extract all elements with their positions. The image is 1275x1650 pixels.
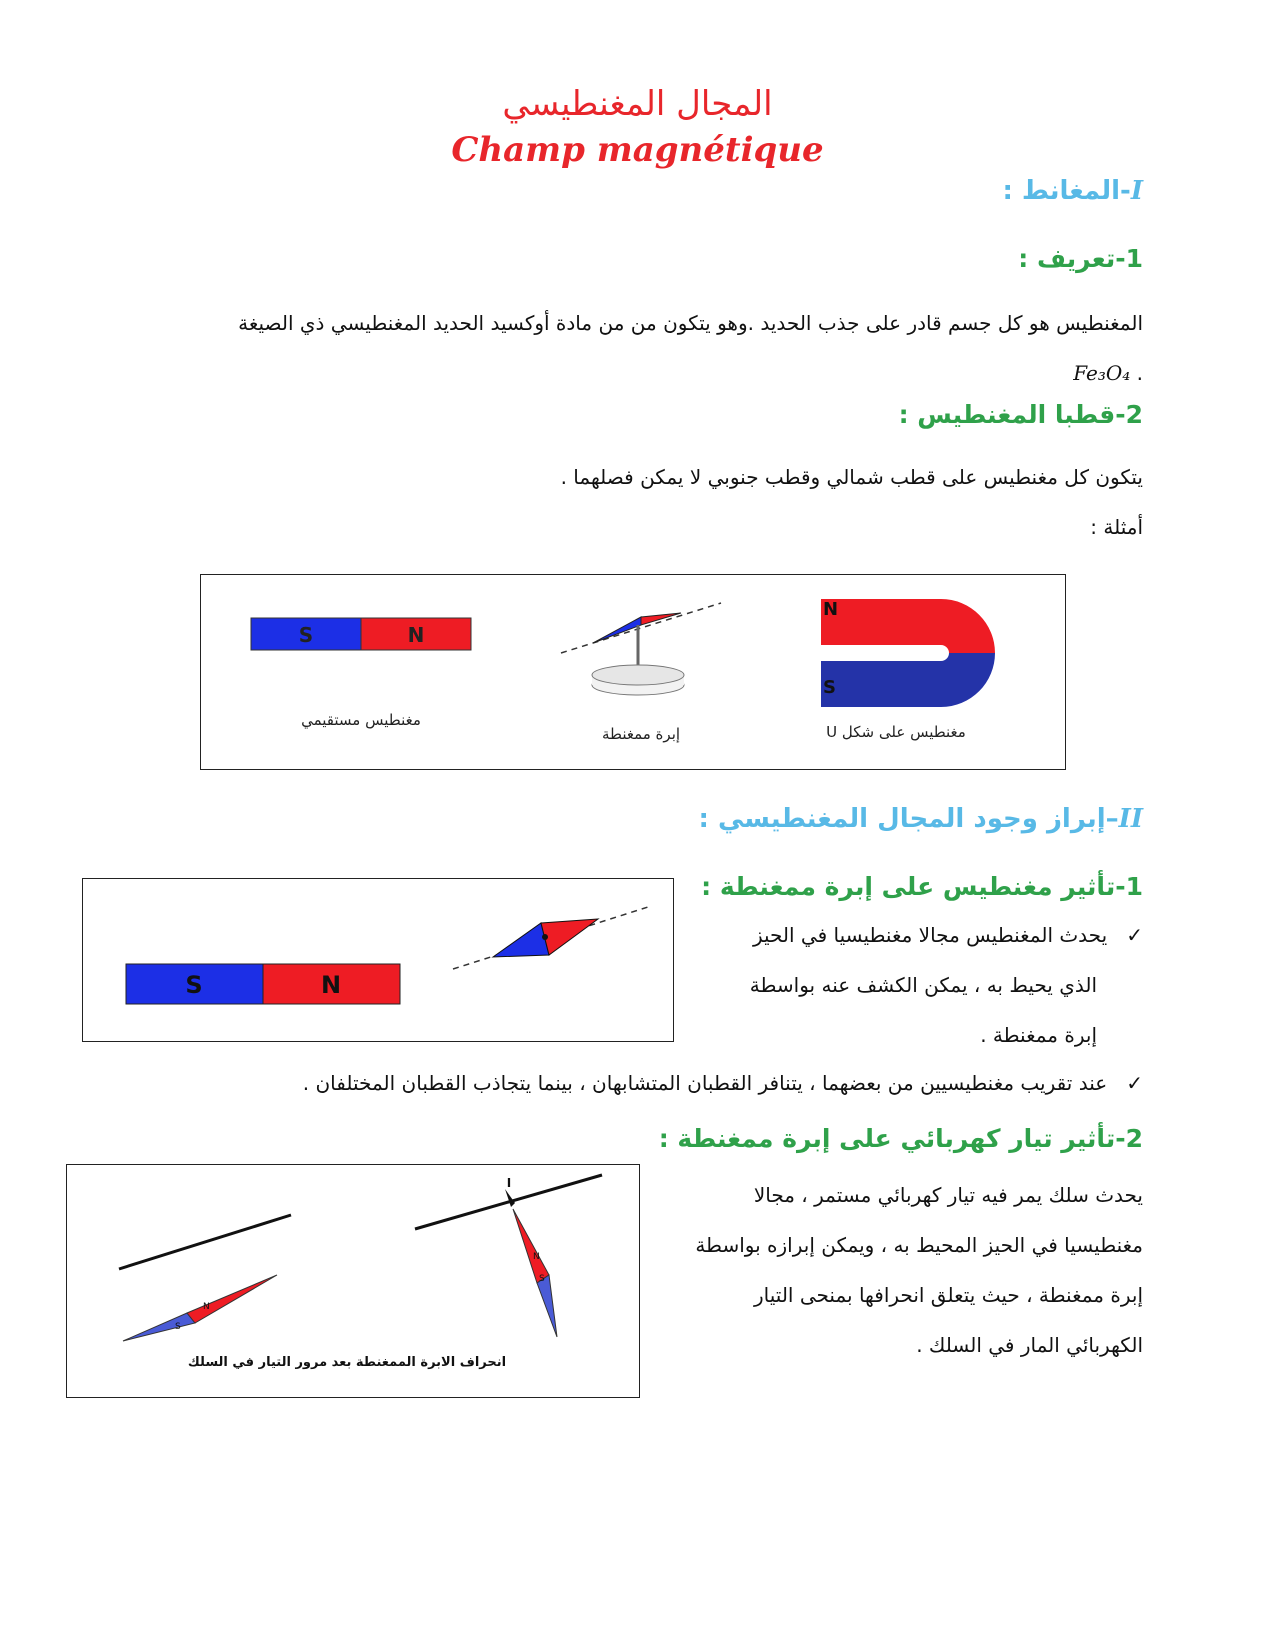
section2-title: –إبراز وجود المجال المغنطيسي :: [698, 804, 1119, 834]
fig3-left-n: N: [203, 1302, 210, 1312]
poles-text: يتكون كل مغنطيس على قطب شمالي وقطب جنوبي لا يمكن فصلهما .: [560, 465, 1143, 489]
figure-magnet-needle: [82, 878, 674, 1042]
bar-magnet-caption: مغنطيس مستقيمي: [301, 711, 421, 729]
checkmark-icon: ✓: [1126, 1071, 1143, 1095]
checkmark-icon: ✓: [1126, 923, 1143, 947]
fig3-current-label: I: [506, 1176, 512, 1190]
title-french: Champ magnétique: [451, 130, 824, 170]
fig3-left-s: S: [175, 1322, 181, 1332]
bullet1-line1-text: يحدث المغنطيس مجالا مغنطيسيا في الحيز: [752, 923, 1108, 947]
fig2-s-label: S: [185, 971, 203, 999]
examples-label: أمثلة :: [1090, 515, 1143, 539]
title-arabic: المجال المغنطيسي: [502, 84, 773, 124]
bar-n-label: N: [407, 623, 425, 647]
fig3-right-s: S: [539, 1274, 545, 1284]
magnet-needle-heading: 1-تأثير مغنطيس على إبرة ممغنطة :: [701, 872, 1143, 901]
bullet1-line3: إبرة ممغنطة .: [980, 1023, 1097, 1047]
current-line3: إبرة ممغنطة ، حيث يتعلق انحرافها بمنحى التيار: [754, 1283, 1143, 1307]
bullet2: [103, 1058, 1143, 1108]
current-line2: مغنطيسيا في الحيز المحيط به ، ويمكن إبرازه بواسطة: [695, 1233, 1143, 1257]
formula-prefix: .: [1130, 361, 1143, 385]
section2-heading: [699, 804, 1143, 834]
figure-current-caption: انحراف الابرة الممغنطة بعد مرور التيار في السلك: [187, 1355, 507, 1370]
section2-numeral: II: [1118, 804, 1143, 834]
bullet1-line2: الذي يحيط به ، يمكن الكشف عنه بواسطة: [749, 973, 1097, 997]
definition-text: المغنطيس هو كل جسم قادر على جذب الحديد .وهو يتكون من من مادة أوكسيد الحديد المغنطيسي ذي الصيغة: [238, 311, 1143, 335]
fig2-n-label: N: [320, 971, 342, 999]
section1-heading: [1002, 176, 1143, 206]
u-magnet: [821, 599, 995, 707]
section1-title: -المغانط :: [1002, 176, 1131, 206]
bar-magnet: [251, 618, 471, 650]
u-s-label: S: [823, 677, 836, 698]
current-needle-heading: 2-تأثير تيار كهربائي على إبرة ممغنطة :: [658, 1124, 1143, 1153]
current-line4: الكهربائي المار في السلك .: [916, 1333, 1143, 1357]
u-magnet-caption: مغنطيس على شكل U: [826, 723, 966, 741]
needle-caption: إبرة ممغنطة: [601, 725, 681, 743]
definition-heading: 1-تعريف :: [1018, 244, 1143, 273]
formula: Fe₃O₄: [1073, 361, 1131, 385]
current-line1: يحدث سلك يمر فيه تيار كهربائي مستمر ، مجالا: [753, 1183, 1143, 1207]
bar-s-label: S: [298, 623, 314, 647]
fig3-right-n: N: [533, 1252, 540, 1262]
figure-current-needle: [66, 1164, 640, 1398]
compass-needle-stand: [561, 603, 721, 695]
bullet2-text: عند تقريب مغنطيسيين من بعضهما ، يتنافر القطبان المتشابهان ، بينما يتجاذب القطبان المختلفان .: [302, 1071, 1108, 1095]
poles-heading: 2-قطبا المغنطيس :: [898, 400, 1143, 429]
bullet1: [703, 910, 1143, 1060]
current-paragraph: [623, 1170, 1143, 1370]
u-n-label: N: [823, 599, 839, 620]
definition-formula-line: [1073, 348, 1143, 398]
figure-magnet-needle-svg: [83, 879, 673, 1041]
section1-numeral: I: [1130, 176, 1143, 206]
bullet1-line1: [703, 910, 1143, 960]
figure-magnet-types: [200, 574, 1066, 770]
